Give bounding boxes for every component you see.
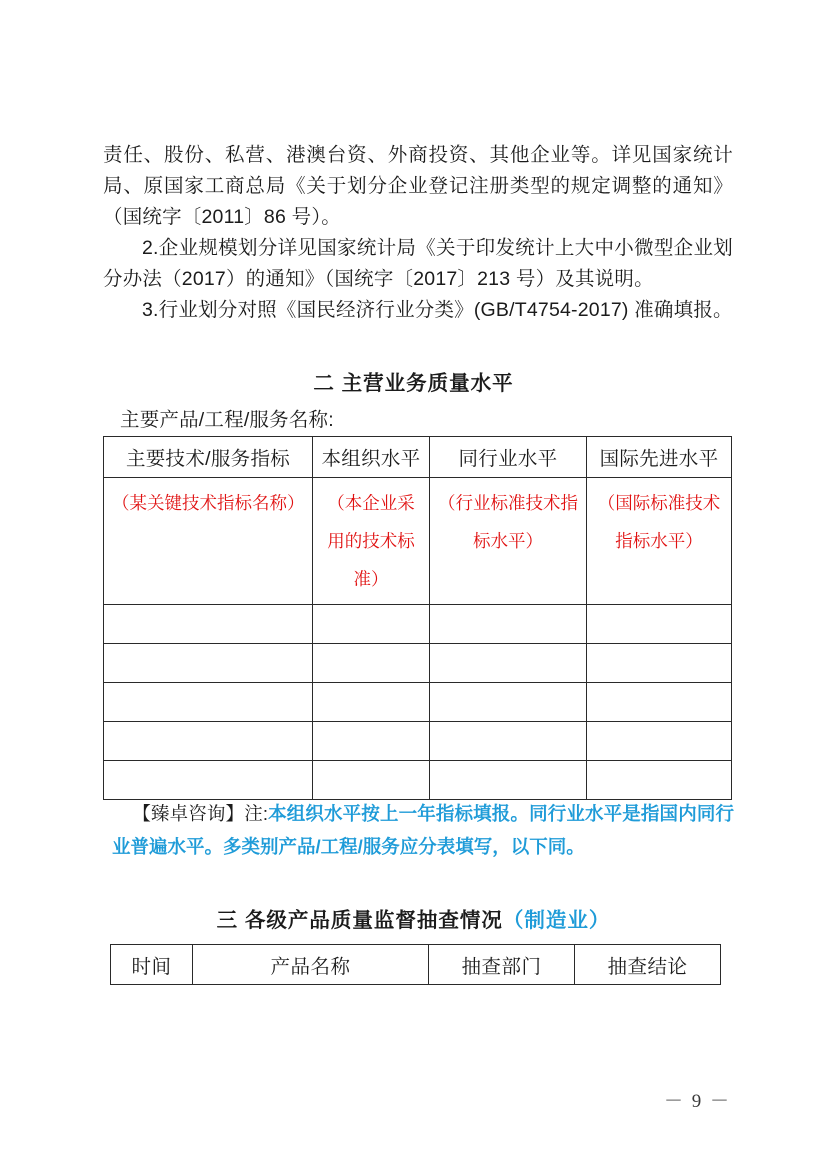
note-label: 注: <box>244 803 268 824</box>
main-product-label: 主要产品/工程/服务名称: <box>120 409 334 431</box>
sample-cell-international-level[interactable]: （国际标准技术指标水平） <box>587 478 732 605</box>
sample-cell-industry-level[interactable]: （行业标准技术指标水平） <box>430 478 587 605</box>
blank-cell[interactable] <box>104 644 313 683</box>
blank-cell[interactable] <box>587 683 732 722</box>
column-header-international-level: 国际先进水平 <box>587 437 732 478</box>
table-row-sample <box>104 478 732 605</box>
column-header-industry-level: 同行业水平 <box>430 437 587 478</box>
blank-cell[interactable] <box>313 644 430 683</box>
blank-cell[interactable] <box>430 605 587 644</box>
column-header-product-name: 产品名称 <box>193 945 429 985</box>
table-row <box>104 722 732 761</box>
section-three-heading-accent: （制造业） <box>502 909 611 932</box>
section-three-heading-text: 三 各级产品质量监督抽查情况 <box>216 909 503 932</box>
blank-cell[interactable] <box>104 683 313 722</box>
intro-paragraph-3: 3.行业划分对照《国民经济行业分类》(GB/T4754-2017) 准确填报。 <box>142 299 733 321</box>
section-three-heading <box>0 903 827 933</box>
column-header-inspection-result: 抽查结论 <box>575 945 721 985</box>
intro-paragraph-2: 2.企业规模划分详见国家统计局《关于印发统计上大中小微型企业划分办法（2017）的通知》（国统字〔2017〕213 号）及其说明。 <box>103 237 733 290</box>
table-row <box>104 761 732 800</box>
column-header-time: 时间 <box>111 945 193 985</box>
blank-cell[interactable] <box>587 722 732 761</box>
section-two-heading-text: 二 主营业务质量水平 <box>313 372 514 395</box>
blank-cell[interactable] <box>104 605 313 644</box>
blank-cell[interactable] <box>430 722 587 761</box>
blank-cell[interactable] <box>313 605 430 644</box>
table-row <box>104 605 732 644</box>
sample-cell-org-level[interactable]: （本企业采用的技术标准） <box>313 478 430 605</box>
intro-paragraph-1: 责任、股份、私营、港澳台资、外商投资、其他企业等。详见国家统计局、原国家工商总局《关于划分企业登记注册类型的规定调整的通知》（国统字〔2011〕86 号）。 <box>103 144 733 228</box>
table-row-header <box>111 945 721 985</box>
blank-cell[interactable] <box>430 644 587 683</box>
blank-cell[interactable] <box>587 605 732 644</box>
table-row-header <box>104 437 732 478</box>
blank-cell[interactable] <box>587 644 732 683</box>
column-header-inspection-dept: 抽查部门 <box>429 945 575 985</box>
note-brand: 【臻卓咨询】 <box>132 805 245 825</box>
blank-cell[interactable] <box>104 722 313 761</box>
inspection-table <box>110 944 721 985</box>
blank-cell[interactable] <box>430 761 587 800</box>
table-note <box>112 798 734 862</box>
column-header-org-level: 本组织水平 <box>313 437 430 478</box>
table-row <box>104 644 732 683</box>
blank-cell[interactable] <box>313 683 430 722</box>
column-header-indicator: 主要技术/服务指标 <box>104 437 313 478</box>
blank-cell[interactable] <box>587 761 732 800</box>
blank-cell[interactable] <box>313 761 430 800</box>
page-number: － 9 － <box>663 1091 731 1112</box>
quality-level-table <box>103 436 732 800</box>
table-row <box>104 683 732 722</box>
blank-cell[interactable] <box>430 683 587 722</box>
blank-cell[interactable] <box>104 761 313 800</box>
blank-cell[interactable] <box>313 722 430 761</box>
sample-cell-indicator[interactable]: （某关键技术指标名称） <box>104 478 313 605</box>
intro-text-block <box>103 140 733 326</box>
section-two-heading <box>0 366 827 396</box>
note-body: 本组织水平按上一年指标填报。同行业水平是指国内同行业普遍水平。多类别产品/工程/服务应分表填写，以下同。 <box>112 803 734 857</box>
